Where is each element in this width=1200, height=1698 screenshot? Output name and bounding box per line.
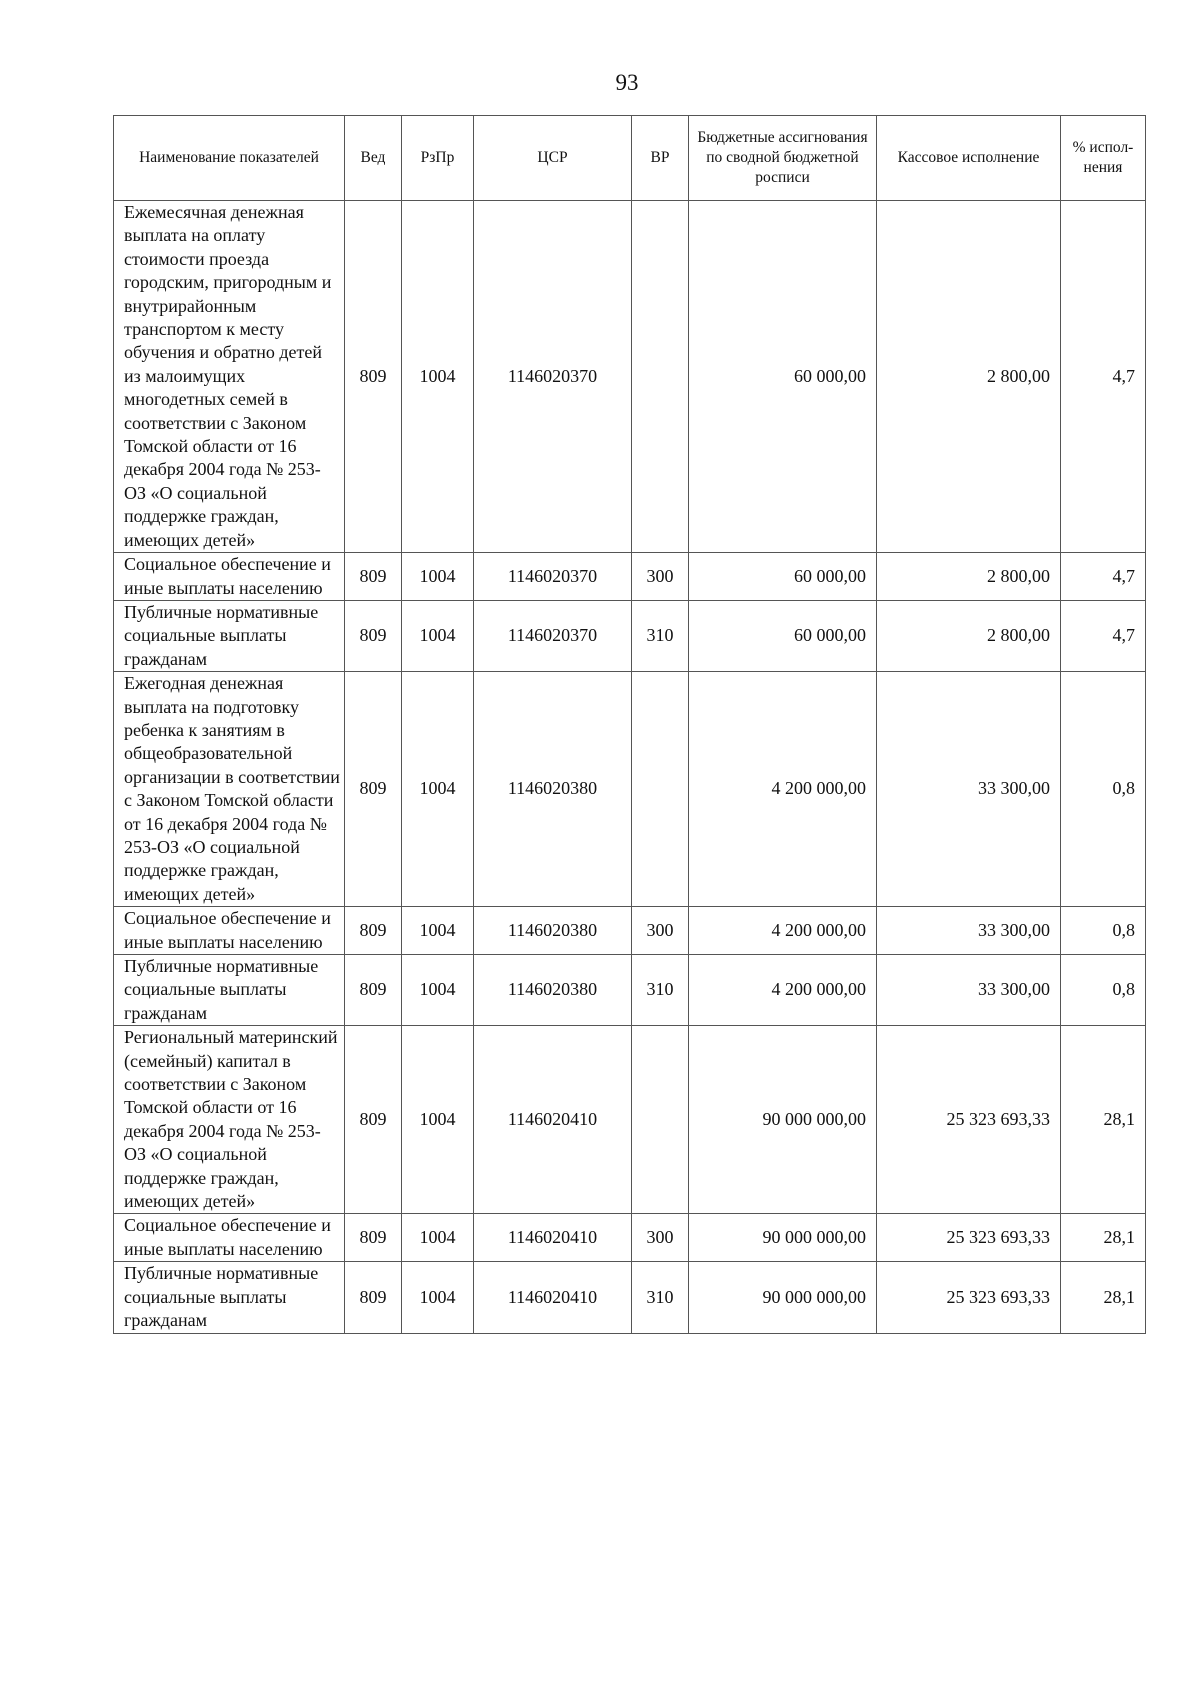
row-csr: 1146020410 <box>474 1214 632 1262</box>
row-pct: 0,8 <box>1061 672 1146 907</box>
row-rzpr: 1004 <box>402 1262 474 1333</box>
row-rzpr: 1004 <box>402 1214 474 1262</box>
row-rzpr: 1004 <box>402 1026 474 1214</box>
row-ved: 809 <box>345 201 402 553</box>
row-vr: 300 <box>632 907 689 955</box>
row-budget: 90 000 000,00 <box>689 1026 877 1214</box>
row-ved: 809 <box>345 907 402 955</box>
row-csr: 1146020370 <box>474 553 632 601</box>
row-csr: 1146020370 <box>474 201 632 553</box>
row-csr: 1146020410 <box>474 1026 632 1214</box>
row-ved: 809 <box>345 672 402 907</box>
row-budget: 90 000 000,00 <box>689 1262 877 1333</box>
row-name: Публичные нормативные социальные выплаты гражданам <box>114 1262 345 1333</box>
table-row <box>114 672 1146 907</box>
row-vr: 310 <box>632 600 689 671</box>
row-ved: 809 <box>345 955 402 1026</box>
table-row <box>114 600 1146 671</box>
row-rzpr: 1004 <box>402 907 474 955</box>
row-rzpr: 1004 <box>402 201 474 553</box>
row-ved: 809 <box>345 553 402 601</box>
row-rzpr: 1004 <box>402 600 474 671</box>
header-rzpr: РзПр <box>402 116 474 201</box>
row-vr <box>632 201 689 553</box>
row-cash: 2 800,00 <box>877 553 1061 601</box>
row-csr: 1146020380 <box>474 907 632 955</box>
table-row <box>114 1026 1146 1214</box>
row-cash: 2 800,00 <box>877 201 1061 553</box>
row-cash: 2 800,00 <box>877 600 1061 671</box>
row-name: Социальное обеспечение и иные выплаты населению <box>114 907 345 955</box>
budget-execution-table <box>113 115 1146 1334</box>
row-vr: 300 <box>632 553 689 601</box>
row-cash: 33 300,00 <box>877 907 1061 955</box>
row-pct: 4,7 <box>1061 553 1146 601</box>
row-vr <box>632 672 689 907</box>
header-ved: Вед <box>345 116 402 201</box>
header-name: Наименование показателей <box>114 116 345 201</box>
row-cash: 33 300,00 <box>877 955 1061 1026</box>
row-pct: 28,1 <box>1061 1214 1146 1262</box>
table-row <box>114 955 1146 1026</box>
table-row <box>114 1262 1146 1333</box>
table-header-row <box>114 116 1146 201</box>
row-budget: 90 000 000,00 <box>689 1214 877 1262</box>
row-pct: 0,8 <box>1061 955 1146 1026</box>
table-row <box>114 1214 1146 1262</box>
header-pct: % испол-нения <box>1061 116 1146 201</box>
header-csr: ЦСР <box>474 116 632 201</box>
row-vr: 310 <box>632 1262 689 1333</box>
row-ved: 809 <box>345 1214 402 1262</box>
row-budget: 60 000,00 <box>689 553 877 601</box>
row-csr: 1146020410 <box>474 1262 632 1333</box>
row-name: Публичные нормативные социальные выплаты гражданам <box>114 600 345 671</box>
row-budget: 60 000,00 <box>689 201 877 553</box>
row-ved: 809 <box>345 600 402 671</box>
table-row <box>114 201 1146 553</box>
row-name: Региональный материнский (семейный) капитал в соответствии с Законом Томской области от 16 декабря 2004 года № 253-ОЗ «О социальной поддержке граждан, имеющих детей» <box>114 1026 345 1214</box>
row-cash: 25 323 693,33 <box>877 1214 1061 1262</box>
row-vr <box>632 1026 689 1214</box>
row-rzpr: 1004 <box>402 955 474 1026</box>
row-budget: 4 200 000,00 <box>689 955 877 1026</box>
row-pct: 4,7 <box>1061 600 1146 671</box>
row-csr: 1146020370 <box>474 600 632 671</box>
row-csr: 1146020380 <box>474 672 632 907</box>
row-vr: 310 <box>632 955 689 1026</box>
header-budget: Бюджетные ассигнования по сводной бюджетной росписи <box>689 116 877 201</box>
row-cash: 33 300,00 <box>877 672 1061 907</box>
row-rzpr: 1004 <box>402 672 474 907</box>
row-pct: 28,1 <box>1061 1262 1146 1333</box>
table-row <box>114 553 1146 601</box>
row-budget: 4 200 000,00 <box>689 672 877 907</box>
row-budget: 4 200 000,00 <box>689 907 877 955</box>
row-vr: 300 <box>632 1214 689 1262</box>
row-csr: 1146020380 <box>474 955 632 1026</box>
row-name: Ежегодная денежная выплата на подготовку ребенка к занятиям в общеобразовательной организации в соответствии с Законом Томской области от 16 декабря 2004 года № 253-ОЗ «О социальной поддержке граждан, имеющих детей» <box>114 672 345 907</box>
row-name: Ежемесячная денежная выплата на оплату стоимости проезда городским, пригородным и внутрирайонным транспортом к месту обучения и обратно детей из малоимущих многодетных семей в соответствии с Законом Томской области от 16 декабря 2004 года № 253-ОЗ «О социальной поддержке граждан, имеющих детей» <box>114 201 345 553</box>
table-row <box>114 907 1146 955</box>
row-ved: 809 <box>345 1026 402 1214</box>
row-ved: 809 <box>345 1262 402 1333</box>
row-budget: 60 000,00 <box>689 600 877 671</box>
row-cash: 25 323 693,33 <box>877 1262 1061 1333</box>
row-name: Публичные нормативные социальные выплаты гражданам <box>114 955 345 1026</box>
row-pct: 0,8 <box>1061 907 1146 955</box>
header-vr: ВР <box>632 116 689 201</box>
row-name: Социальное обеспечение и иные выплаты населению <box>114 553 345 601</box>
page-number: 93 <box>615 70 639 95</box>
row-cash: 25 323 693,33 <box>877 1026 1061 1214</box>
row-pct: 28,1 <box>1061 1026 1146 1214</box>
header-cash: Кассовое исполнение <box>877 116 1061 201</box>
row-rzpr: 1004 <box>402 553 474 601</box>
row-pct: 4,7 <box>1061 201 1146 553</box>
row-name: Социальное обеспечение и иные выплаты населению <box>114 1214 345 1262</box>
